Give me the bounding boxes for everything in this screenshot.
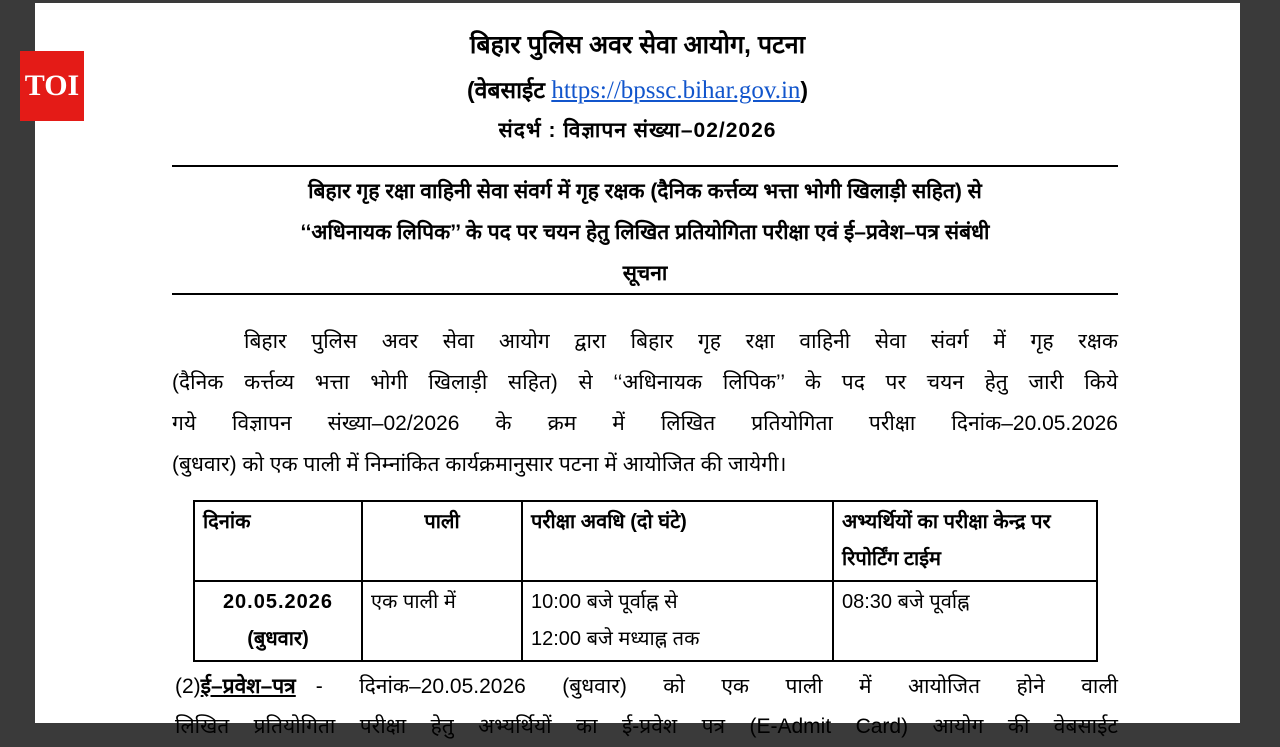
page-title: बिहार पुलिस अवर सेवा आयोग, पटना bbox=[469, 31, 806, 59]
cell-shift: एक पाली में bbox=[362, 581, 522, 661]
duration-end: 12:00 बजे मध्याह्न तक bbox=[531, 628, 700, 650]
subject-line: बिहार गृह रक्षा वाहिनी सेवा संवर्ग में गृह रक्षक (दैनिक कर्त्तव्य भत्ता भोगी खिलाड़ी सहित) से bbox=[308, 180, 982, 203]
section-heading: ई–प्रवेश–पत्र bbox=[200, 675, 296, 698]
paragraph-line: गये विज्ञापन संख्या–02/2026 के क्रम में लिखित प्रतियोगिता परीक्षा दिनांक–20.05.2026 bbox=[172, 412, 1118, 435]
paragraph-line: (बुधवार) को एक पाली में निम्नांकित कार्यक्रमानुसार पटना में आयोजित की जायेगी। bbox=[172, 453, 787, 476]
website-line bbox=[35, 73, 1240, 105]
duration-start: 10:00 बजे पूर्वाह्न से bbox=[531, 591, 678, 613]
body-paragraph bbox=[172, 321, 1118, 485]
subject-line: ‘‘अधिनायक लिपिक’’ के पद पर चयन हेतु लिखित प्रतियोगिता परीक्षा एवं ई–प्रवेश–पत्र संबंधी bbox=[300, 221, 990, 244]
divider bbox=[172, 165, 1118, 167]
cell-date bbox=[194, 581, 362, 661]
paragraph-line: बिहार पुलिस अवर सेवा आयोग द्वारा बिहार गृह रक्षा वाहिनी सेवा संवर्ग में गृह रक्षक bbox=[244, 330, 1118, 353]
section-number: (2) bbox=[175, 675, 201, 698]
section-line: - दिनांक–20.05.2026 (बुधवार) को एक पाली में आयोजित होने वाली bbox=[315, 675, 1118, 698]
cell-reporting: 08:30 बजे पूर्वाह्न bbox=[833, 581, 1097, 661]
reference-number: संदर्भ : विज्ञापन संख्या–02/2026 bbox=[498, 119, 777, 142]
header-reporting: अभ्यर्थियों का परीक्षा केन्द्र पर रिपोर्टिंग टाईम bbox=[833, 501, 1097, 581]
subject-line: सूचना bbox=[622, 262, 668, 285]
section-line: लिखित प्रतियोगिता परीक्षा हेतु अभ्यर्थियों का ई-प्रवेश पत्र (E-Admit Card) आयोग की वेबसाईट bbox=[175, 715, 1118, 738]
cell-duration bbox=[522, 581, 833, 661]
table-row bbox=[194, 581, 1097, 661]
header-shift: पाली bbox=[362, 501, 522, 581]
website-label: (वेबसाईट bbox=[466, 77, 545, 103]
website-link[interactable]: https://bpssc.bihar.gov.in bbox=[551, 77, 801, 104]
paragraph-line: (दैनिक कर्त्तव्य भत्ता भोगी खिलाड़ी सहित) से ‘‘अधिनायक लिपिक’’ के पद पर चयन हेतु जारी किये bbox=[172, 371, 1118, 394]
date-text: 20.05.2026 bbox=[222, 591, 334, 613]
table-header-row bbox=[194, 501, 1097, 581]
header-duration: परीक्षा अवधि (दो घंटे) bbox=[522, 501, 833, 581]
section-2 bbox=[175, 667, 1118, 747]
header-date: दिनांक bbox=[194, 501, 362, 581]
subject bbox=[172, 171, 1118, 294]
exam-schedule-table bbox=[193, 500, 1098, 662]
website-close: ) bbox=[800, 77, 809, 103]
document-page bbox=[35, 3, 1240, 738]
toi-logo: TOI bbox=[20, 51, 84, 121]
day-text: (बुधवार) bbox=[247, 628, 309, 650]
divider bbox=[172, 293, 1118, 295]
